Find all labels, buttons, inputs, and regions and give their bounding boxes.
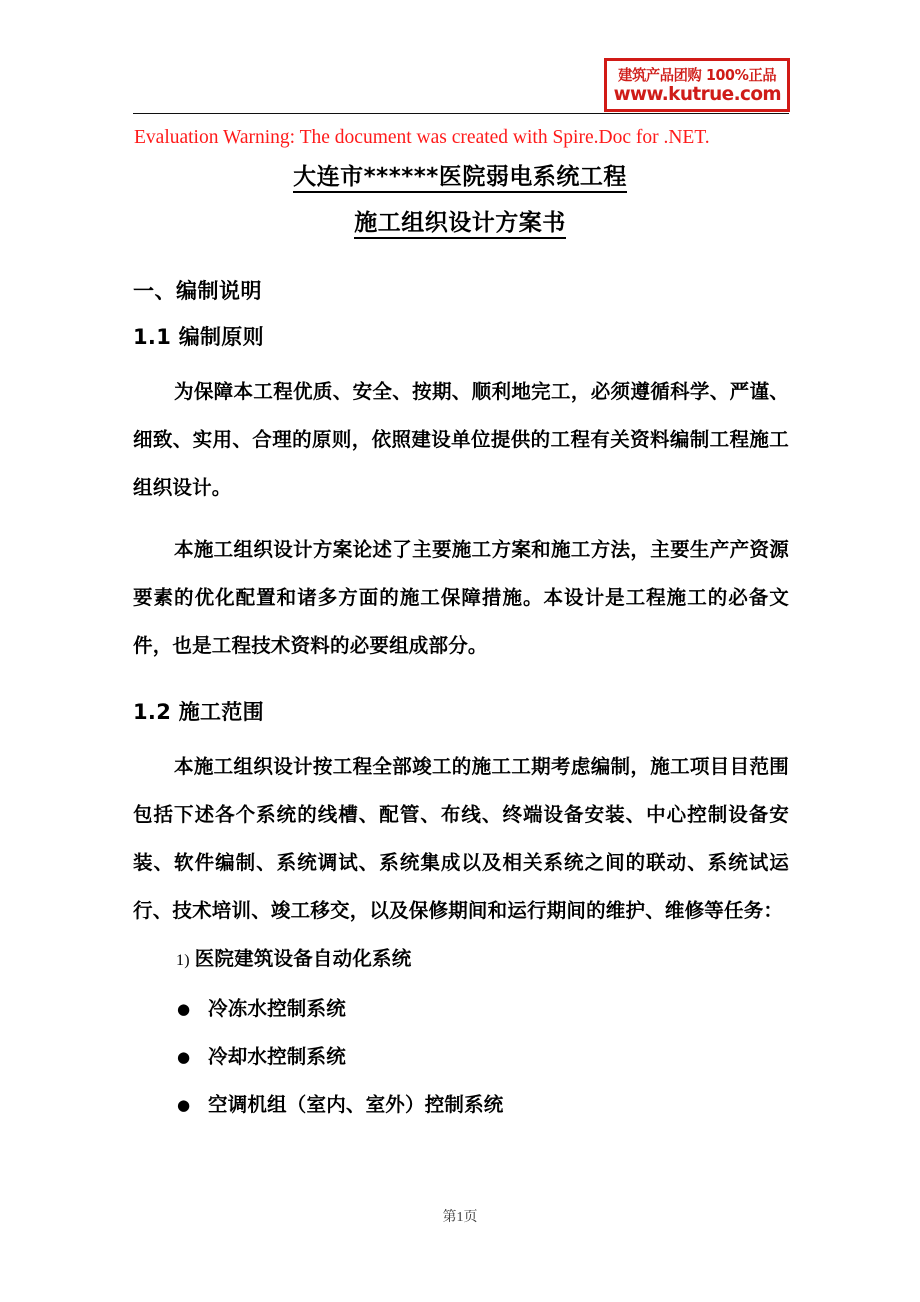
paragraph-compilation-principles-2: 本施工组织设计方案论述了主要施工方案和施工方法，主要生产产资源要素的优化配置和诸多方面的施工保障措施。本设计是工程施工的必备文件，也是工程技术资料的必要组成部分。	[133, 538, 789, 657]
list-item-numbered-1	[133, 935, 789, 985]
list-item-bullet	[133, 985, 789, 1033]
header-divider	[133, 113, 789, 114]
kutrue-watermark-stamp	[604, 58, 790, 112]
footer-page-number: 第1页	[442, 1210, 478, 1225]
list-item-bullet	[133, 1081, 789, 1129]
stamp-line-2: www.kutrue.com	[613, 82, 781, 105]
paragraph-construction-scope: 本施工组织设计按工程全部竣工的施工工期考虑编制，施工项目目范围包括下述各个系统的线槽、配管、布线、终端设备安装、中心控制设备安装、软件编制、系统调试、系统集成以及相关系统之间的联动、系统试运行、技术培训、竣工移交，以及保修期间和运行期间的维护、维修等任务：	[133, 755, 789, 922]
list-item-bullet	[133, 1033, 789, 1081]
bullet-icon: ●	[177, 1096, 191, 1114]
heading-section-1-1: 1.1 编制原则	[133, 325, 264, 349]
heading-section-1-2: 1.2 施工范围	[133, 700, 264, 724]
stamp-line-1: 建筑产品团购 100%正品	[617, 65, 777, 84]
document-title-line-1	[0, 162, 920, 192]
document-title-line-2	[0, 208, 920, 238]
spacer	[133, 306, 789, 322]
bullet-icon: ●	[177, 1048, 191, 1066]
paragraph-compilation-principles-1: 为保障本工程优质、安全、按期、顺利地完工，必须遵循科学、严谨、细致、实用、合理的原则，依照建设单位提供的工程有关资料编制工程施工组织设计。	[133, 380, 789, 499]
list-item-bullet-label: 冷冻水控制系统	[208, 997, 346, 1020]
list-item-number: 1)	[176, 952, 190, 969]
list-item-bullet-label: 冷却水控制系统	[208, 1045, 346, 1068]
bullet-icon: ●	[177, 1000, 191, 1018]
document-body	[133, 276, 789, 1129]
spacer	[133, 352, 789, 368]
evaluation-warning-text: Evaluation Warning: The document was created with Spire.Doc for .NET.	[134, 127, 710, 148]
spacer	[133, 670, 789, 697]
document-title-line-2-text: 施工组织设计方案书	[354, 210, 566, 239]
list-item-bullet-label: 空调机组（室内、室外）控制系统	[208, 1093, 504, 1116]
document-title-line-1-text: 大连市******医院弱电系统工程	[293, 164, 627, 193]
list-item-numbered-label: 医院建筑设备自动化系统	[194, 947, 412, 970]
heading-section-1: 一、编制说明	[133, 279, 262, 303]
spacer	[133, 512, 789, 526]
spacer	[133, 727, 789, 743]
